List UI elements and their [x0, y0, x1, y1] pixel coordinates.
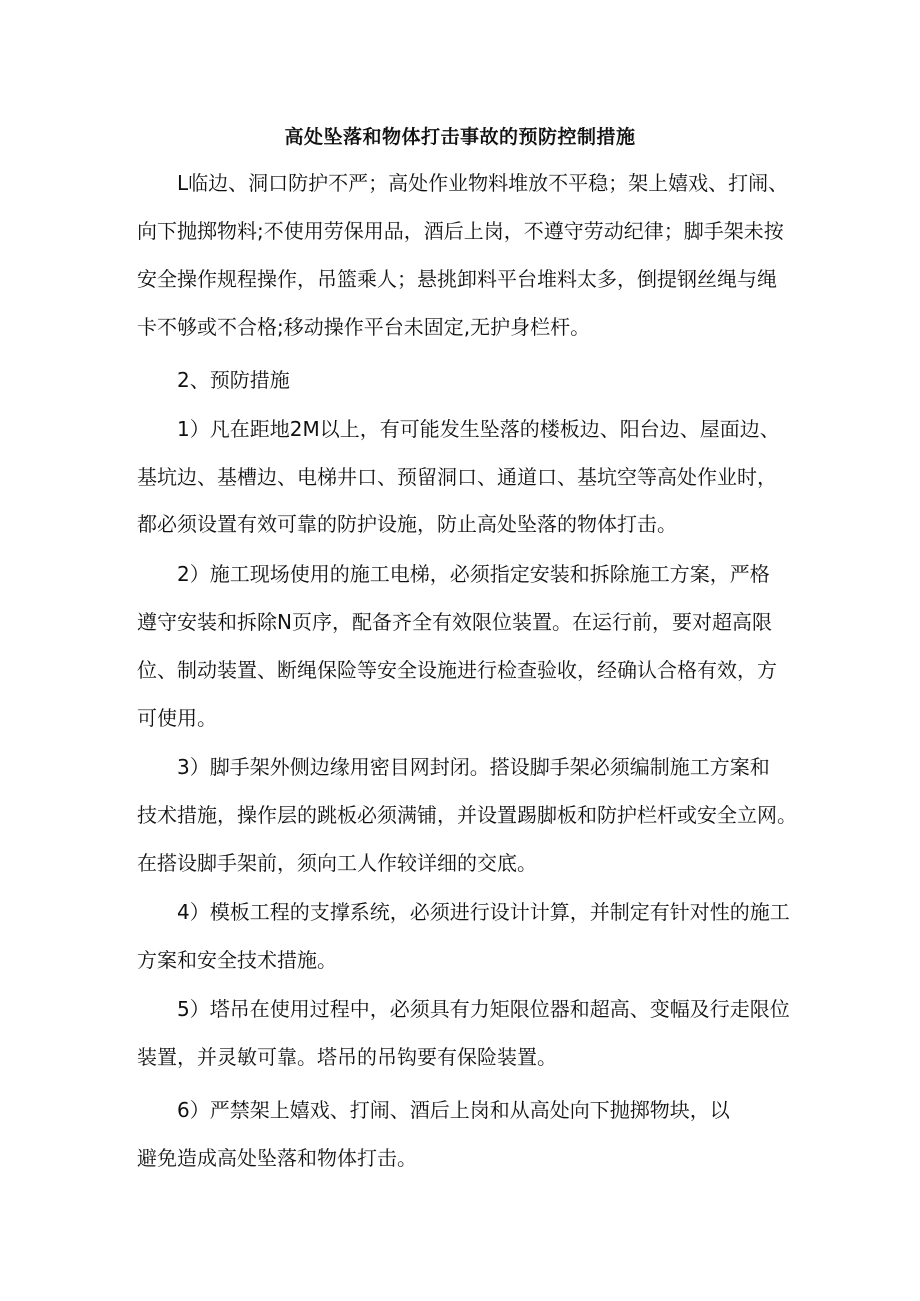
text-line: 装置，并灵敏可靠。塔吊的吊钩要有保险装置。	[137, 1045, 557, 1069]
text-line: 在搭设脚手架前，须向工人作较详细的交底。	[137, 851, 537, 875]
text-line: 基坑边、基槽边、电梯井口、预留洞口、通道口、基坑空等高处作业时，	[137, 465, 777, 489]
text-line: 4）模板工程的支撑系统，必须进行设计计算，并制定有针对性的施工	[177, 900, 790, 924]
text-line: 避免造成高处坠落和物体打击。	[137, 1146, 417, 1170]
text-line: L临边、洞口防护不严；高处作业物料堆放不平稳；架上嬉戏、打闹、	[177, 171, 789, 195]
text-line: 向下抛掷物料;不使用劳保用品，酒后上岗，不遵守劳动纪律；脚手架未按	[137, 219, 784, 243]
text-line: 2）施工现场使用的施工电梯，必须指定安装和拆除施工方案，严格	[177, 562, 770, 586]
text-line: 5）塔吊在使用过程中，必须具有力矩限位器和超高、变幅及行走限位	[177, 997, 790, 1021]
text-line: 可使用。	[137, 706, 217, 730]
text-line: 3）脚手架外侧边缘用密目网封闭。搭设脚手架必须编制施工方案和	[177, 755, 770, 779]
text-line: 遵守安装和拆除N页序，配备齐全有效限位装置。在运行前，要对超高限	[137, 610, 772, 634]
section-heading: 2、预防措施	[177, 368, 290, 392]
text-line: 安全操作规程操作，吊篮乘人；悬挑卸料平台堆料太多，倒提钢丝绳与绳	[137, 267, 777, 291]
text-line: 卡不够或不合格;移动操作平台未固定,无护身栏杆。	[137, 315, 591, 339]
text-line: 6）严禁架上嬉戏、打闹、酒后上岗和从高处向下抛掷物块，以	[177, 1098, 730, 1122]
document-title: 高处坠落和物体打击事故的预防控制措施	[284, 126, 636, 148]
text-line: 技术措施，操作层的跳板必须满铺，并设置踢脚板和防护栏杆或安全立网。	[137, 803, 797, 827]
text-line: 1）凡在距地2M以上，有可能发生坠落的楼板边、阳台边、屋面边、	[177, 417, 780, 441]
text-line: 都必须设置有效可靠的防护设施，防止高处坠落的物体打击。	[137, 512, 677, 536]
text-line: 方案和安全技术措施。	[137, 948, 337, 972]
text-line: 位、制动装置、断绳保险等安全设施进行检查验收，经确认合格有效，方	[137, 658, 777, 682]
